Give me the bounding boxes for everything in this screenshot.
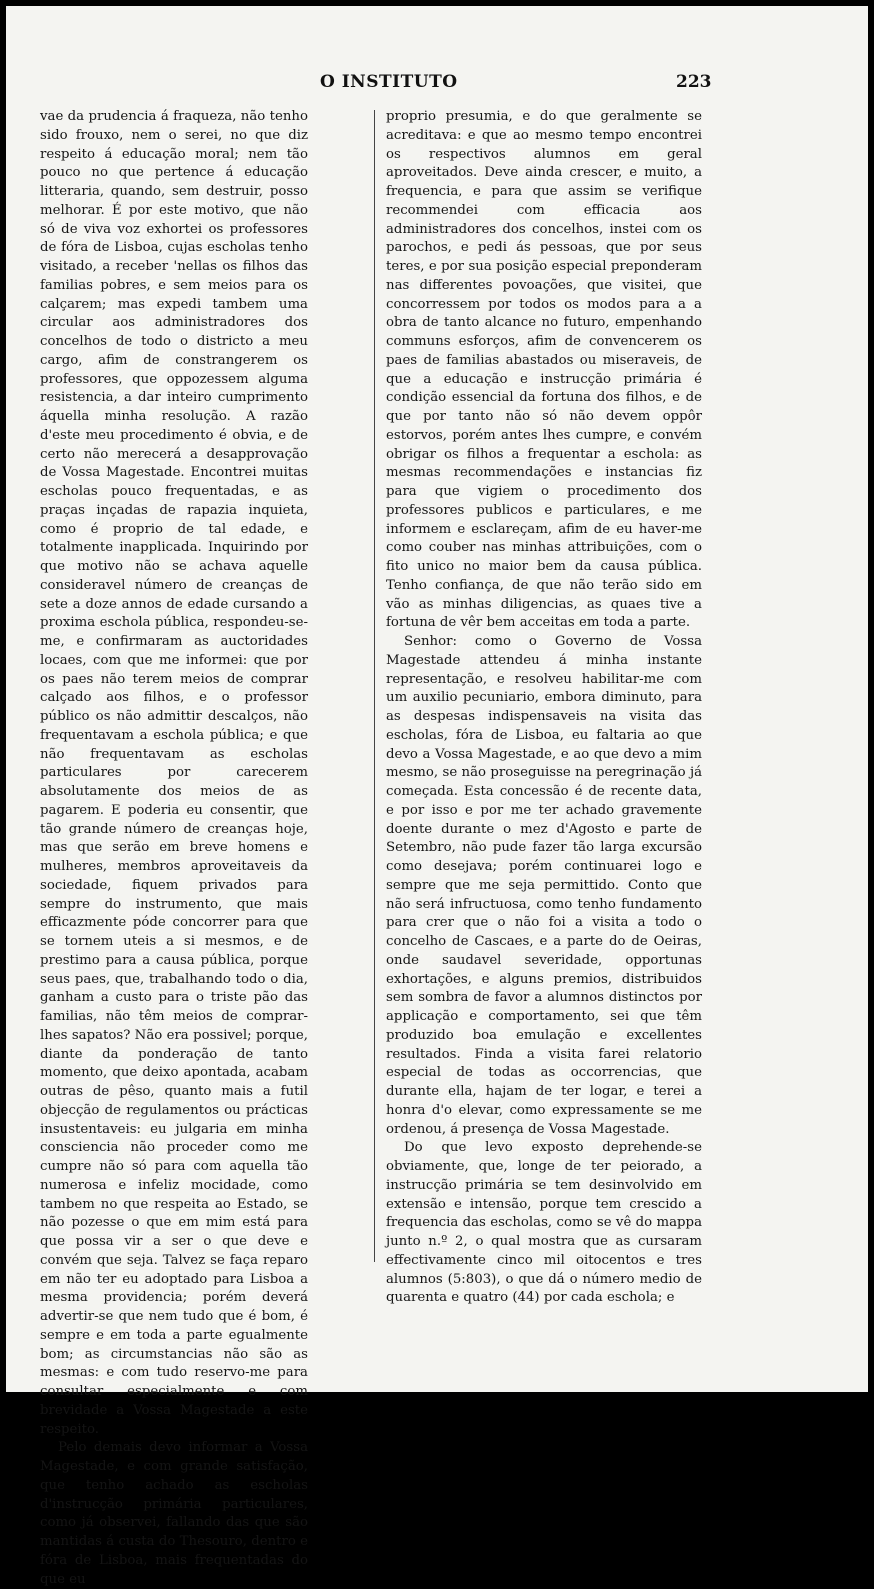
- column-divider: [374, 110, 375, 1262]
- right-column: [386, 108, 702, 1308]
- page-number: 223: [676, 72, 712, 92]
- left-paragraph-1: vae da prudencia á fraqueza, não tenho sido frouxo, nem o serei, no que diz respeito á educação moral; nem tão pouco no que pertence á educação litteraria, quando, sem destruir, posso melhorar. É por este motivo, que não só de viva voz exhortei os professores de fóra de Lisboa, cujas escholas tenho visitado, a receber 'nellas os filhos das familias pobres, e sem meios para os calçarem; mas expedi tambem uma circular aos administradores dos concelhos de todo o districto a meu cargo, afim de constrangerem os professores, que oppozessem alguma resistencia, a dar inteiro cumprimento áquella minha resolução. A razão d'este meu procedimento é obvia, e de certo não merecerá a desapprovação de Vossa Magestade. Encontrei muitas escholas pouco frequentadas, e as praças inçadas de rapazia inquieta, como é proprio de tal edade, e totalmente inapplicada. Inquirindo por que motivo não se achava aquelle consideravel número de creanças de sete a doze annos de edade cursando a proxima eschola pública, respondeu-se-me, e confirmaram as auctoridades locaes, com que me informei: que por os paes não terem meios de comprar calçado aos filhos, e o professor público os não admittir descalços, não frequentavam a eschola pública; e que não frequentavam as escholas particulares por carecerem absolutamente dos meios de as pagarem. E poderia eu consentir, que tão grande número de creanças hoje, mas que serão em breve homens e mulheres, membros aproveitaveis da sociedade, fiquem privados para sempre do instrumento, que mais efficazmente póde concorrer para que se tornem uteis a si mesmos, e de prestimo para a causa pública, porque seus paes, que, trabalhando todo o dia, ganham a custo para o triste pão das familias, não têm meios de comprar-lhes sapatos? Não era possivel; porque, diante da ponderação de tanto momento, que deixo apontada, acabam outras de pêso, quanto mais a futil objecção de regulamentos ou prácticas insustentaveis: eu julgaria em minha consciencia não proceder como me cumpre não só para com aquella tão numerosa e infeliz mocidade, como tambem no que respeita ao Estado, se não pozesse o que em mim está para que possa vir a ser o que deve e convém que seja. Talvez se faça reparo em não ter eu adoptado para Lisboa a mesma providencia; porém deverá advertir-se que nem tudo que é bom, é sempre e em toda a parte egualmente bom; as circumstancias não são as mesmas: e com tudo reservo-me para consultar especialmente e com brevidade a Vossa Magestade a este respeito.: [40, 109, 308, 1437]
- running-title: O INSTITUTO: [320, 72, 458, 92]
- right-paragraph-3: Do que levo exposto deprehende-se obviamente, que, longe de ter peiorado, a instrucção primária se tem desinvolvido em extensão e intensão, porque tem crescido a frequencia das escholas, como se vê do mappa junto n.º 2, o qual mostra que as cursaram effectivamente cinco mil oitocentos e tres alumnos (5:803), o que dá o número medio de quarenta e quatro (44) por cada eschola; e: [386, 1140, 702, 1306]
- right-paragraph-1: proprio presumia, e do que geralmente se acreditava: e que ao mesmo tempo encontrei os respectivos alumnos em geral aproveitados. Deve ainda crescer, e muito, a frequencia, e para que assim se verifique recommendei com efficacia aos administradores dos concelhos, instei com os parochos, e pedi ás pessoas, que por seus teres, e por sua posição especial preponderam nas differentes povoações, que visitei, que concorressem por todos os modos para a a obra de tanto alcance no futuro, empenhando communs esforços, afim de convencerem os paes de familias abastados ou miseraveis, de que a educação e instrucção primária é condição essencial da fortuna dos filhos, e de que por tanto não só não devem oppôr estorvos, porém antes lhes cumpre, e convém obrigar os filhos a frequentar a eschola: as mesmas recommendações e instancias fiz para que vigiem o procedimento dos professores publicos e particulares, e me informem e esclareçam, afim de eu haver-me como couber nas minhas attribuições, com o fito unico no maior bem da causa pública. Tenho confiança, de que não terão sido em vão as minhas diligencias, as quaes tive a fortuna de vêr bem acceitas em toda a parte.: [386, 109, 702, 631]
- page-header: [6, 72, 868, 96]
- left-column: [40, 108, 308, 1589]
- left-paragraph-2: Pelo demais devo informar a Vossa Magestade, e com grande satisfação, que tenho achado as escholas d'instrucção primária particulares, como já observei, fallando das que são mantidas á custa do Thesouro, dentro e fóra de Lisboa, mais frequentadas do que eu: [40, 1440, 308, 1587]
- right-paragraph-2: Senhor: como o Governo de Vossa Magestade attendeu á minha instante representação, e resolveu habilitar-me com um auxilio pecuniario, embora diminuto, para as despesas indispensaveis na visita das escholas, fóra de Lisboa, eu faltaria ao que devo a Vossa Magestade, e ao que devo a mim mesmo, se não proseguisse na peregrinação já começada. Esta concessão é de recente data, e por isso e por me ter achado gravemente doente durante o mez d'Agosto e parte de Setembro, não pude fazer tão larga excursão como desejava; porém continuarei logo e sempre que me seja permittido. Conto que não será infructuosa, como tenho fundamento para crer que o não foi a visita a todo o concelho de Cascaes, e a parte do de Oeiras, onde saudavel severidade, opportunas exhortações, e alguns premios, distribuidos sem sombra de favor a alumnos distinctos por applicação e comportamento, sei que têm produzido boa emulação e excellentes resultados. Finda a visita farei relatorio especial de todas as occorrencias, que durante ella, hajam de ter logar, e terei a honra d'o elevar, como expressamente se me ordenou, á presença de Vossa Magestade.: [386, 634, 702, 1137]
- document-page: [6, 6, 868, 1587]
